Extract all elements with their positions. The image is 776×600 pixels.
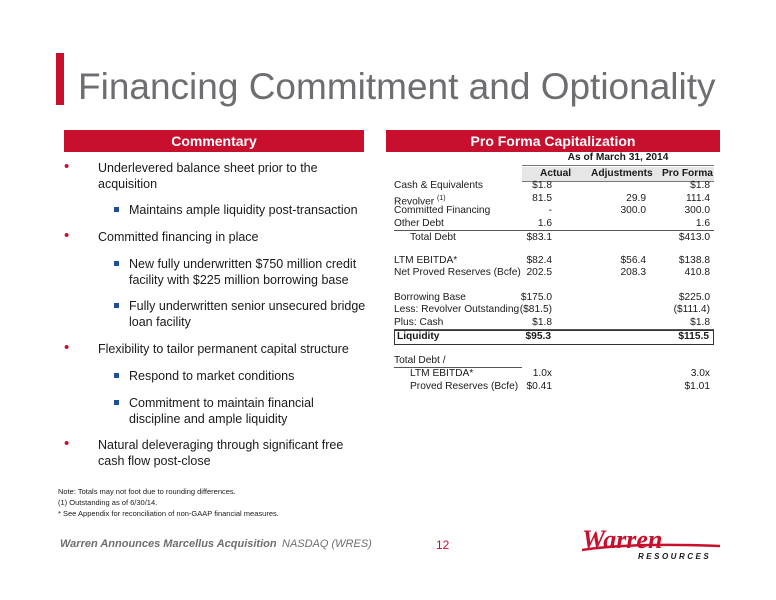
list-item: Maintains ample liquidity post-transaction — [58, 202, 368, 218]
table-row: Less: Revolver Outstanding ($81.5) ($111.4) — [394, 304, 710, 315]
table-row: Total Debt $83.1 $413.0 — [410, 232, 710, 243]
commentary-list — [58, 152, 368, 469]
table-row: Net Proved Reserves (Bcfe) 202.5 208.3 410.8 — [394, 267, 710, 278]
capitalization-heading: Pro Forma Capitalization — [386, 130, 720, 152]
list-item: • Committed financing in place — [64, 227, 259, 244]
table-row: Plus: Cash $1.8 $1.8 — [394, 317, 714, 331]
bullet-square-icon — [114, 303, 119, 308]
footnote: Note: Totals may not foot due to rounding differences. — [58, 487, 236, 496]
bullet-dot-icon: • — [64, 158, 70, 175]
page-title: Financing Commitment and Optionality — [78, 66, 716, 107]
table-row: Other Debt 1.6 1.6 — [394, 218, 714, 232]
bullet-square-icon — [114, 400, 119, 405]
svg-text:RESOURCES: RESOURCES — [638, 552, 712, 561]
list-item: Respond to market conditions — [58, 368, 368, 384]
table-row: LTM EBITDA* $82.4 $56.4 $138.8 — [394, 254, 710, 266]
list-item: Commitment to maintain financial discipline and ample liquidity — [58, 395, 368, 427]
list-item: Fully underwritten senior unsecured bridge loan facility — [58, 298, 368, 330]
commentary-heading: Commentary — [64, 130, 364, 152]
svg-text:Warren: Warren — [582, 526, 663, 554]
title-accent-bar — [56, 53, 64, 105]
as-of-date: As of March 31, 2014 — [522, 152, 714, 166]
col-pro-forma: Pro Forma — [662, 168, 713, 179]
footnote: (1) Outstanding as of 6/30/14. — [58, 498, 158, 507]
table-row: Proved Reserves (Bcfe) $0.41 $1.01 — [410, 380, 710, 392]
table-row: Committed Financing - 300.0 300.0 — [394, 205, 710, 216]
table-row: Revolver $^{(1)}$ 81.5 29.9 111.4 — [394, 192, 710, 207]
footnote: * See Appendix for reconciliation of non-GAAP financial measures. — [58, 509, 279, 518]
table-row: Total Debt / — [394, 354, 446, 366]
col-adjustments: Adjustments — [591, 168, 653, 179]
list-item: • Flexibility to tailor permanent capital structure — [64, 339, 349, 356]
table-row: Liquidity $95.3 $115.5 — [394, 330, 714, 345]
page-number: 12 — [436, 538, 450, 552]
table-row: LTM EBITDA* 1.0x 3.0x — [410, 368, 710, 379]
col-actual: Actual — [540, 168, 572, 179]
footer-title: Warren Announces Marcellus Acquisition — [60, 538, 277, 550]
table-row: Borrowing Base $175.0 $225.0 — [394, 291, 710, 303]
list-item: • Underlevered balance sheet prior to the acquisition — [64, 158, 318, 191]
bullet-square-icon — [114, 373, 119, 378]
footnotes — [58, 486, 279, 519]
warren-logo-icon — [580, 526, 730, 562]
bullet-square-icon — [114, 207, 119, 212]
footer-ticker: NASDAQ (WRES) — [282, 538, 372, 550]
list-item: New fully underwritten $750 million credit facility with $225 million borrowing base — [58, 256, 368, 288]
bullet-square-icon — [114, 261, 119, 266]
bullet-dot-icon: • — [64, 435, 70, 452]
list-item: • Natural deleveraging through significant free cash flow post-close — [64, 435, 344, 468]
bullet-dot-icon: • — [64, 339, 70, 356]
table-row: Cash & Equivalents $1.8 $1.8 — [394, 180, 710, 191]
bullet-dot-icon: • — [64, 227, 70, 244]
warren-logo — [580, 526, 730, 567]
